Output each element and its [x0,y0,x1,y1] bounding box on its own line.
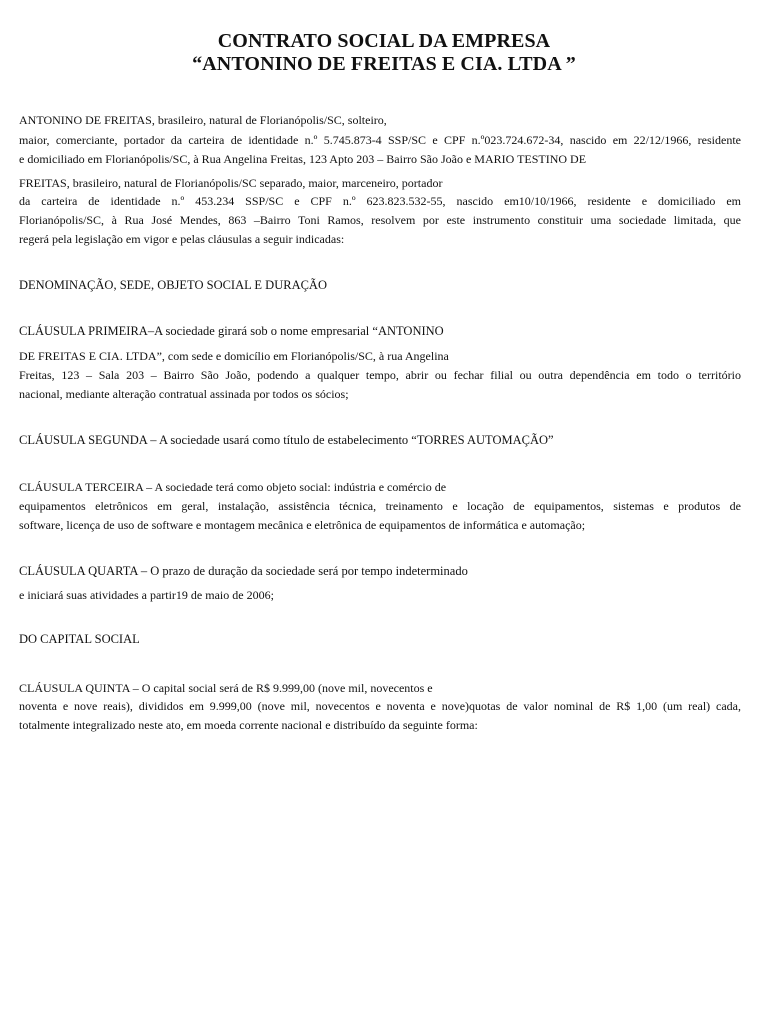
document-title-line-2: “ANTONINO DE FREITAS E CIA. LTDA ” [192,53,576,75]
clause-line: nacional, mediante alteração contratual assinada por todos os sócios; [19,387,349,401]
parties-line: Florianópolis/SC, à Rua José Mendes, 863 –Bairro Toni Ramos, resolvem por este instrumento constituir uma sociedade limitada, que [19,213,741,227]
clause-line: CLÁUSULA TERCEIRA – A sociedade terá como objeto social: indústria e comércio de [19,480,447,494]
clause-line: CLÁUSULA SEGUNDA – A sociedade usará como título de estabelecimento “TORRES AUTOMAÇÃO” [19,433,554,447]
clause-line: equipamentos eletrônicos em geral, instalação, assistência técnica, treinamento e locação de equipamentos, sistemas e produtos de [19,499,741,513]
section-heading: DENOMINAÇÃO, SEDE, OBJETO SOCIAL E DURAÇÃO [19,278,327,292]
clause-line: CLÁUSULA QUINTA – O capital social será de R$ 9.999,00 (nove mil, novecentos e [19,681,433,695]
clause-line: CLÁUSULA QUARTA – O prazo de duração da sociedade será por tempo indeterminado [19,564,468,578]
clause-line: software, licença de uso de software e montagem mecânica e eletrônica de equipamentos de informática e automação; [19,518,586,532]
parties-line: regerá pela legislação em vigor e pelas cláusulas a seguir indicadas: [19,232,345,246]
document-title-line-1: CONTRATO SOCIAL DA EMPRESA [217,30,551,52]
parties-line: ANTONINO DE FREITAS, brasileiro, natural de Florianópolis/SC, solteiro, [19,113,387,127]
parties-line: e domiciliado em Florianópolis/SC, à Rua Angelina Freitas, 123 Apto 203 – Bairro São João e MARIO TESTINO DE [19,152,587,166]
section-heading: DO CAPITAL SOCIAL [19,632,140,646]
parties-line: da carteira de identidade n.º 453.234 SSP/SC e CPF n.º 623.823.532-55, nascido em10/10/1966, residente e domiciliado em [19,194,741,208]
parties-line: FREITAS, brasileiro, natural de Florianópolis/SC separado, maior, marceneiro, portador [19,176,443,190]
clause-line: CLÁUSULA PRIMEIRA–A sociedade girará sob o nome empresarial “ANTONINO [19,324,444,338]
clause-line: noventa e nove reais), divididos em 9.999,00 (nove mil, novecentos e noventa e nove)quotas de valor nominal de R$ 1,00 (um real) cada, [19,699,741,713]
parties-line: maior, comerciante, portador da carteira de identidade n.º 5.745.873-4 SSP/SC e CPF n.º023.724.672-34, nascido em 22/12/1966, residente [19,133,741,147]
clause-line: DE FREITAS E CIA. LTDA”, com sede e domicílio em Florianópolis/SC, à rua Angelina [19,349,449,363]
clause-line: e iniciará suas atividades a partir19 de maio de 2006; [19,588,274,602]
clause-line: totalmente integralizado neste ato, em moeda corrente nacional e distribuído da seguinte forma: [19,718,478,732]
clause-line: Freitas, 123 – Sala 203 – Bairro São João, podendo a qualquer tempo, abrir ou fechar filial ou outra dependência em todo o território [19,368,741,382]
